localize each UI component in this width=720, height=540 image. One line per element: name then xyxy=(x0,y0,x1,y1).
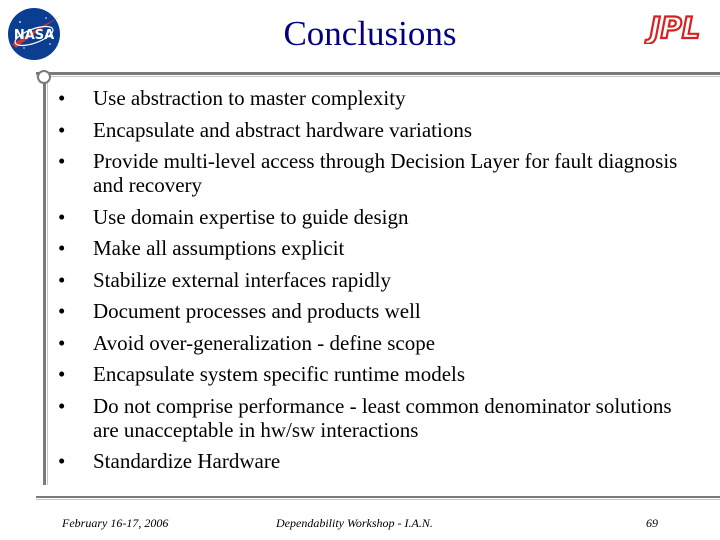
bullet-item: • Use abstraction to master complexity xyxy=(58,86,698,110)
bottom-rule xyxy=(36,496,720,498)
bullet-item: • Do not comprise performance - least common denominator solutions are unacceptable in hw/sw interactions xyxy=(58,394,698,442)
bullet-item: • Stabilize external interfaces rapidly xyxy=(58,268,698,292)
jpl-logo-text: JPL xyxy=(649,12,701,44)
page-number: 69 xyxy=(646,516,658,530)
bullet-item: • Standardize Hardware xyxy=(58,449,698,473)
bullet-item: • Avoid over-generalization - define scope xyxy=(58,331,698,355)
corner-knob xyxy=(37,70,51,84)
bullet-list xyxy=(58,86,698,481)
left-rule xyxy=(43,80,46,485)
slide-title: Conclusions xyxy=(283,14,457,53)
footer-date: February 16-17, 2006 xyxy=(62,516,169,530)
left-rule-shadow xyxy=(47,80,48,485)
footer-event: Dependability Workshop - I.A.N. xyxy=(276,516,433,530)
bullet-item: • Encapsulate system specific runtime models xyxy=(58,362,698,386)
top-rule-shadow xyxy=(36,76,720,77)
bullet-item: • Document processes and products well xyxy=(58,299,698,323)
bottom-rule-shadow xyxy=(36,499,720,500)
bullet-item: • Use domain expertise to guide design xyxy=(58,205,698,229)
bullet-item: • Encapsulate and abstract hardware variations xyxy=(58,118,698,142)
bullet-item: • Provide multi-level access through Decision Layer for fault diagnosis and recovery xyxy=(58,149,698,197)
nasa-logo-text: NASA xyxy=(13,28,55,43)
top-rule xyxy=(36,72,720,75)
bullet-item: • Make all assumptions explicit xyxy=(58,236,698,260)
